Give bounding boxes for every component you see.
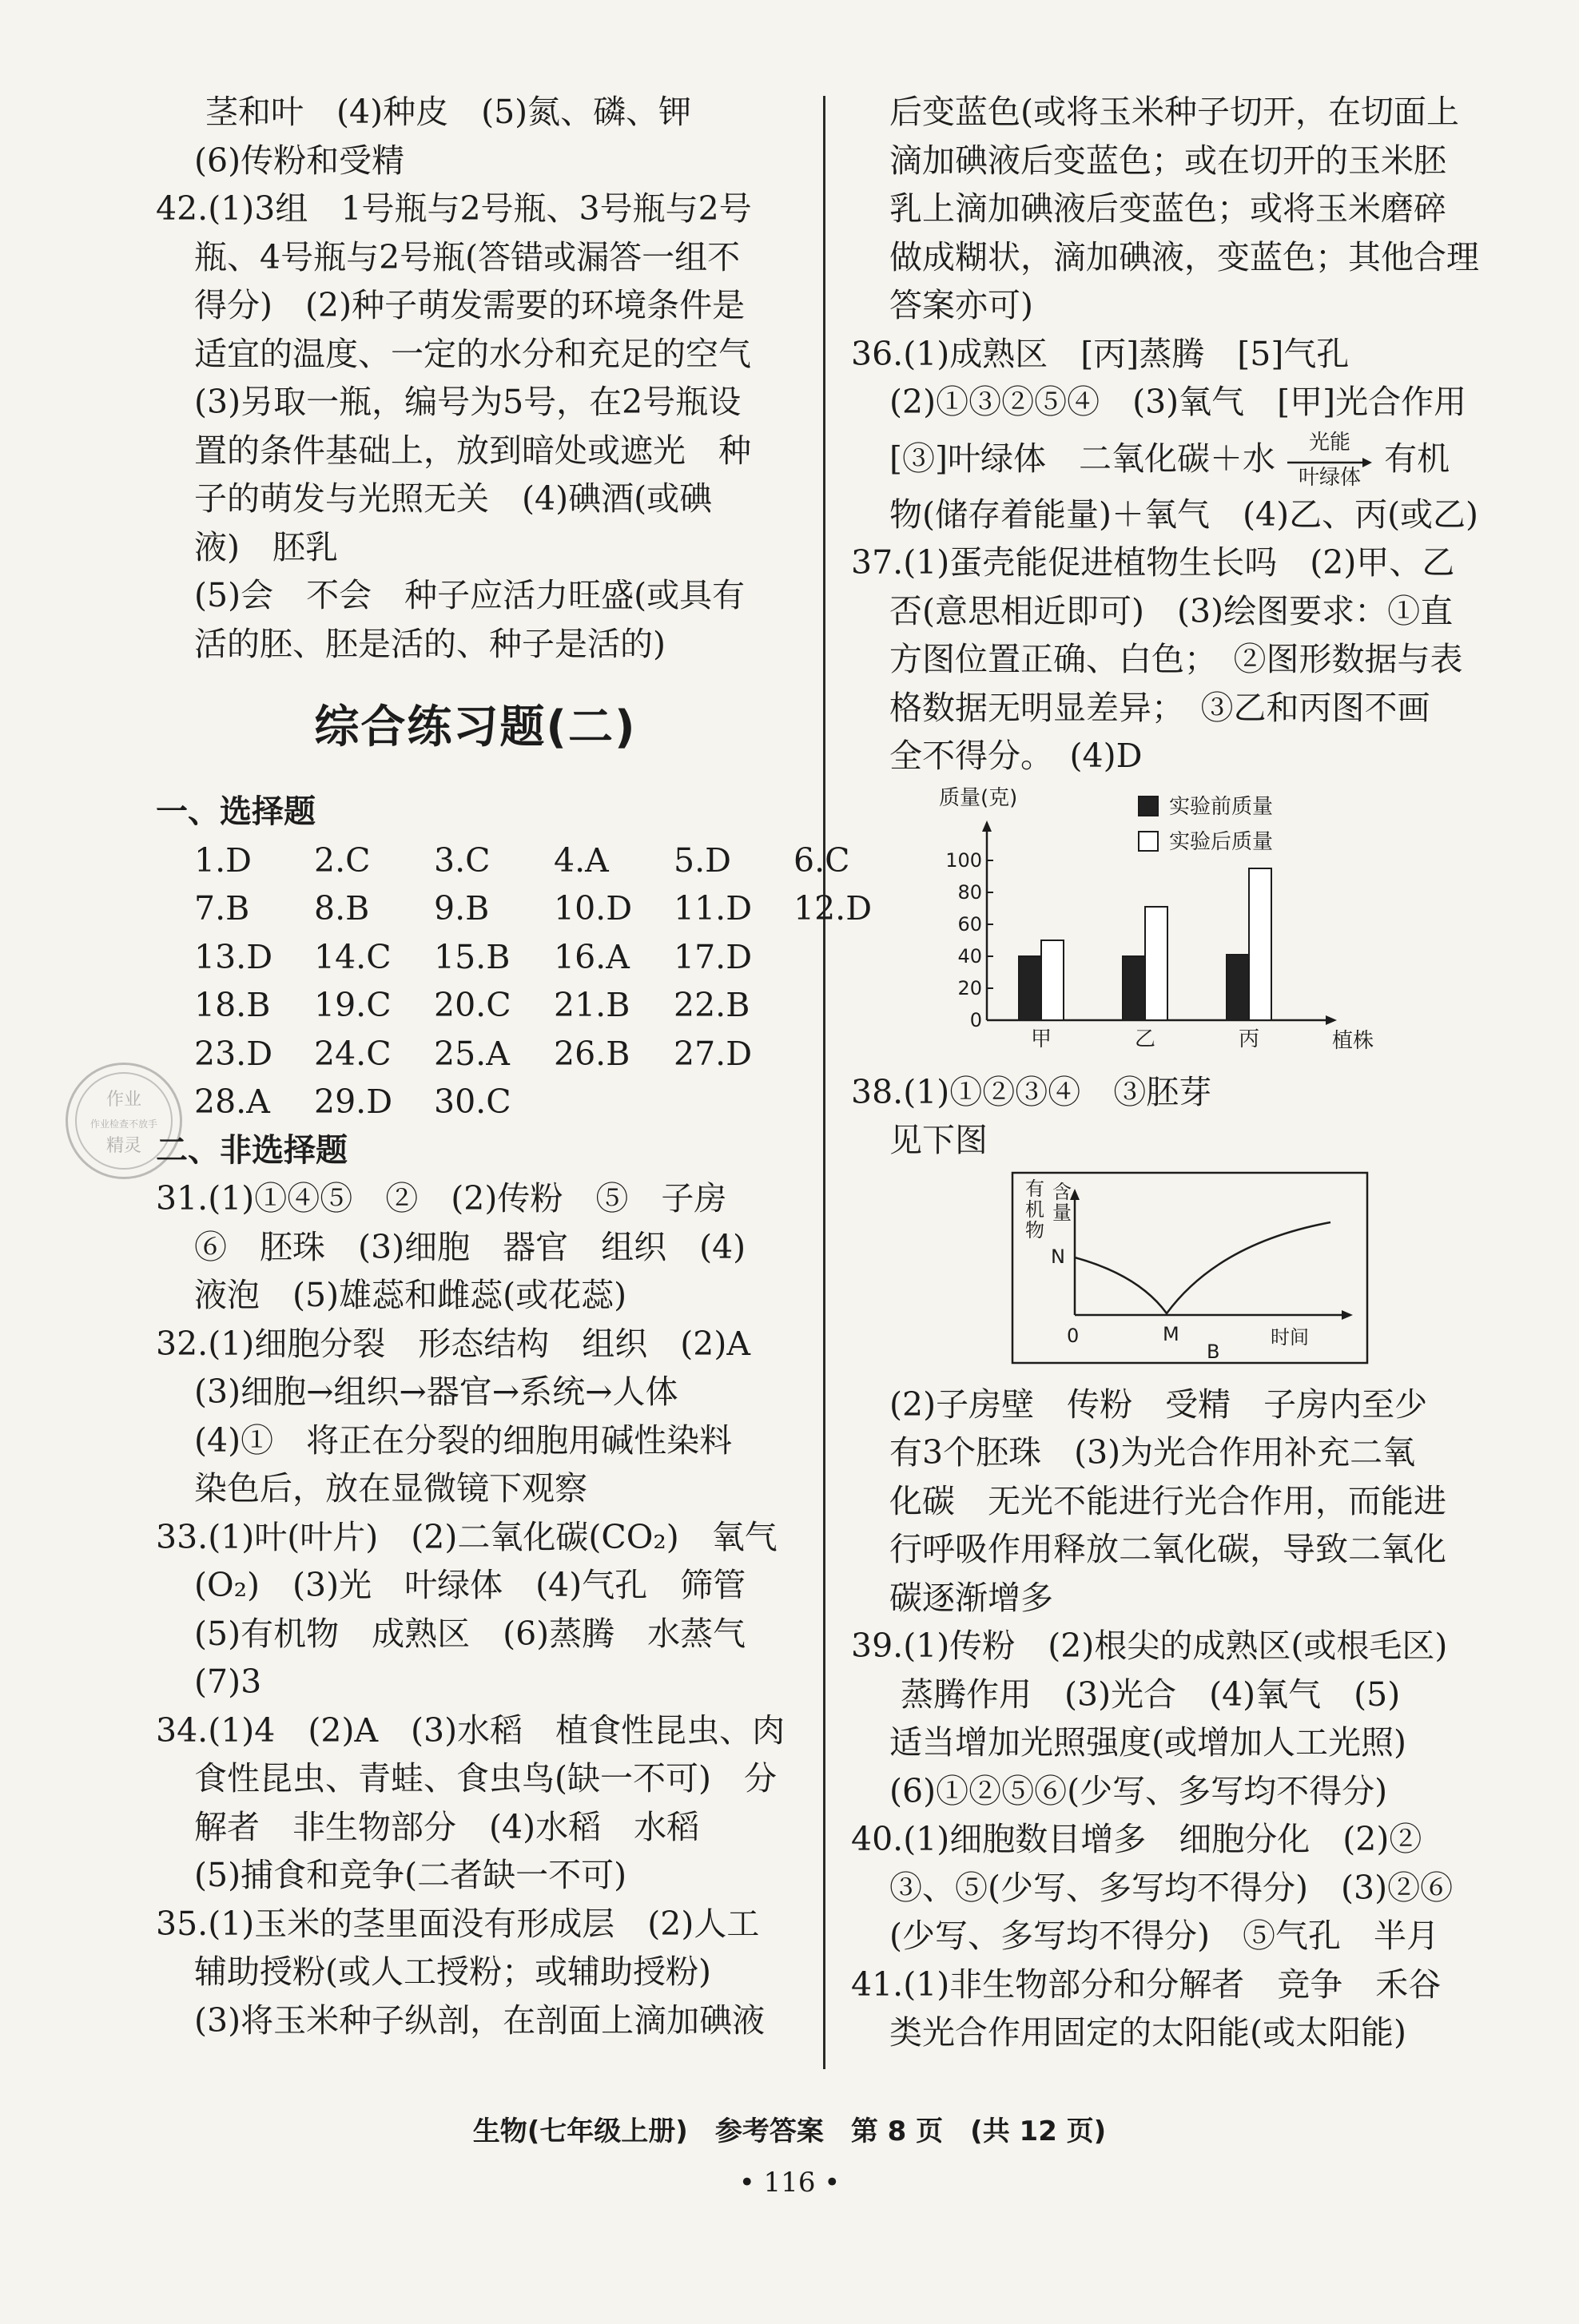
page-footer: 生物(七年级上册) 参考答案 第 8 页 (共 12 页)	[472, 2115, 1107, 2147]
answer-line: (少写、多写均不得分) ⑤气孔 半月	[889, 1917, 1439, 1955]
choice-answer: 28.A	[194, 1083, 270, 1121]
answer-line: 染色后，放在显微镜下观察	[194, 1469, 587, 1508]
answer-line: 全不得分。 (4)D	[889, 737, 1143, 775]
x-tick-label: 乙	[1134, 1027, 1156, 1051]
answer-line: 食性昆虫、青蛙、食虫鸟(缺一不可) 分	[194, 1759, 777, 1798]
page-number: • 116 •	[738, 2167, 841, 2199]
left-column	[156, 88, 873, 2044]
answer-line: (3)细胞→组织→器官→系统→人体	[194, 1373, 678, 1411]
answer-line: 有3个胚珠 (3)为光合作用补充二氧	[889, 1433, 1416, 1472]
x-tick-label: 丙	[1238, 1027, 1260, 1051]
choice-answer: 12.D	[793, 889, 873, 928]
y-axis-label-char: 含	[1052, 1180, 1072, 1203]
choice-answer: 7.B	[194, 889, 250, 928]
curve-chart	[1011, 1171, 1370, 1371]
answer-line: 否(意思相近即可) (3)绘图要求：①直	[889, 591, 1454, 630]
choice-answer: 29.D	[314, 1083, 393, 1121]
legend-swatch	[1139, 797, 1158, 816]
y-axis-arrow	[982, 820, 992, 832]
answer-line: 33.(1)叶(叶片) (2)二氧化碳(CO₂) 氧气	[156, 1517, 778, 1556]
answer-line: 适宜的温度、一定的水分和充足的空气	[194, 334, 751, 373]
answer-line: 液) 胚乳	[194, 527, 338, 566]
x-tick-label: 甲	[1030, 1027, 1052, 1051]
choice-answer: 15.B	[434, 937, 511, 976]
answer-line: (2)①③②⑤④ (3)氧气 [甲]光合作用	[889, 383, 1467, 421]
choice-answer: 21.B	[554, 986, 630, 1024]
bar	[1123, 956, 1145, 1020]
choice-answer: 9.B	[434, 889, 490, 928]
answer-line: 36.(1)成熟区 [丙]蒸腾 [5]气孔	[851, 334, 1350, 373]
choice-answer: 22.B	[674, 986, 750, 1024]
legend-label: 实验后质量	[1169, 829, 1274, 854]
answer-line: 子的萌发与光照无关 (4)碘酒(或碘	[194, 479, 713, 518]
curve-figure	[851, 1165, 1498, 1380]
y-tick-label: 40	[957, 944, 982, 967]
answer-line: 蒸腾作用 (3)光合 (4)氧气 (5)	[901, 1674, 1401, 1714]
answer-line: 适当增加光照强度(或增加人工光照)	[889, 1723, 1406, 1762]
answer-line: 瓶、4号瓶与2号瓶(答错或漏答一组不	[194, 237, 741, 276]
answer-line: 39.(1)传粉 (2)根尖的成熟区(或根毛区)	[851, 1627, 1448, 1665]
answer-line: 活的胚、胚是活的、种子是活的)	[194, 624, 666, 663]
answer-line: (O₂) (3)光 叶绿体 (4)气孔 筛管	[194, 1566, 746, 1604]
organic-matter-curve	[1075, 1222, 1330, 1313]
x-axis-label: 时间	[1271, 1325, 1309, 1349]
answer-line: (2)子房壁 传粉 受精 子房内至少	[889, 1384, 1428, 1424]
y-axis-label-char: 机	[1025, 1198, 1044, 1221]
answer-line: 化碳 无光不能进行光合作用，而能进	[889, 1481, 1446, 1520]
m-label: M	[1163, 1322, 1179, 1345]
answer-line: 物(储存着能量)＋氧气 (4)乙、丙(或乙)	[889, 495, 1479, 534]
arrow-bottom-label: 叶绿体	[1299, 466, 1362, 490]
choice-answer: 13.D	[194, 937, 273, 976]
answer-line: 滴加碘液后变蓝色；或在切开的玉米胚	[889, 141, 1446, 180]
answer-line: (3)将玉米种子纵剖，在剖面上滴加碘液	[194, 2000, 766, 2040]
y-axis-label-char: 物	[1025, 1218, 1044, 1241]
equation-suffix: 有机	[1384, 439, 1450, 478]
bar-chart-figure	[851, 781, 1498, 1068]
column-divider	[823, 96, 825, 2069]
choice-answer: 1.D	[194, 840, 252, 880]
answer-line: (6)①②⑤⑥(少写、多写均不得分)	[889, 1771, 1388, 1810]
answer-line: ③、⑤(少写、多写均不得分) (3)②⑥	[889, 1868, 1454, 1907]
choice-answer: 2.C	[314, 840, 371, 880]
bar	[1145, 907, 1167, 1020]
svg-text:作业: 作业	[105, 1090, 142, 1110]
answer-line: 做成糊状，滴加碘液，变蓝色；其他合理	[889, 237, 1479, 276]
answer-line: 32.(1)细胞分裂 形态结构 组织 (2)A	[156, 1324, 750, 1363]
n-label: N	[1051, 1245, 1065, 1268]
choice-row	[156, 836, 850, 885]
answer-line: 41.(1)非生物部分和分解者 竞争 禾谷	[851, 1964, 1442, 2004]
equation-prefix: [③]叶绿体 二氧化碳＋水	[889, 439, 1275, 478]
answer-line: 40.(1)细胞数目增多 细胞分化 (2)②	[851, 1820, 1422, 1858]
choice-answer: 23.D	[194, 1034, 273, 1073]
y-tick-label: 100	[945, 848, 982, 872]
answer-line: ⑥ 胚珠 (3)细胞 器官 组织 (4)	[194, 1227, 746, 1266]
choice-row	[156, 884, 873, 933]
answer-line: 42.(1)3组 1号瓶与2号瓶、3号瓶与2号	[156, 189, 752, 228]
b-label: B	[1207, 1340, 1220, 1363]
right-column	[851, 88, 1498, 2057]
answer-line: 方图位置正确、白色； ②图形数据与表	[889, 640, 1463, 678]
y-axis-label-char: 有	[1025, 1177, 1044, 1200]
answer-line: 31.(1)①④⑤ ② (2)传粉 ⑤ 子房	[156, 1179, 727, 1218]
answer-line: 置的条件基础上，放到暗处或遮光 种	[194, 431, 751, 470]
origin-label: 0	[1067, 1324, 1080, 1347]
y-tick-label: 80	[957, 880, 982, 904]
answer-line: 后变蓝色(或将玉米种子切开，在切面上	[889, 93, 1459, 131]
choice-answer: 19.C	[314, 986, 392, 1024]
answer-line: (4)① 将正在分裂的细胞用碱性染料	[194, 1420, 733, 1460]
answer-line: 乳上滴加碘液后变蓝色；或将玉米磨碎	[889, 189, 1446, 228]
y-axis-label: 质量(克)	[939, 785, 1018, 810]
choice-answer: 11.D	[674, 889, 753, 928]
section-title: 综合练习题(二)	[314, 701, 637, 753]
svg-text:作业检查不放手: 作业检查不放手	[89, 1118, 158, 1130]
choice-answer: 25.A	[434, 1034, 510, 1073]
choice-answer: 18.B	[194, 986, 271, 1024]
answer-line: 见下图	[889, 1121, 988, 1159]
answer-line: 34.(1)4 (2)A (3)水稻 植食性昆虫、肉	[156, 1710, 786, 1750]
answer-line: 碳逐渐增多	[889, 1578, 1053, 1617]
answer-line: 茎和叶 (4)种皮 (5)氮、磷、钾	[205, 93, 692, 131]
choice-answer: 4.A	[554, 840, 609, 880]
choice-answer: 20.C	[434, 986, 511, 1024]
choice-answer: 10.D	[554, 889, 633, 928]
x-axis-arrow	[1342, 1310, 1353, 1320]
legend-swatch	[1139, 832, 1158, 851]
y-tick-label: 60	[957, 912, 982, 936]
choice-answer: 16.A	[554, 937, 630, 976]
answer-line: (6)传粉和受精	[194, 141, 405, 180]
answer-line: (7)3	[194, 1663, 262, 1701]
choice-answer: 6.C	[793, 840, 850, 880]
choice-answer: 5.D	[674, 840, 731, 880]
answer-line: (5)有机物 成熟区 (6)蒸腾 水蒸气	[194, 1614, 746, 1653]
answer-line: 液泡 (5)雄蕊和雌蕊(或花蕊)	[194, 1276, 627, 1314]
choice-answer: 30.C	[434, 1083, 511, 1121]
answer-line: (3)另取一瓶，编号为5号，在2号瓶设	[194, 383, 742, 421]
choice-answers	[156, 836, 873, 1126]
bar	[1249, 868, 1271, 1020]
choice-row	[156, 933, 795, 982]
choice-row	[156, 1078, 795, 1126]
choice-row	[156, 1030, 795, 1079]
bar	[1019, 956, 1041, 1020]
answer-line: (5)会 不会 种子应活力旺盛(或具有	[194, 576, 746, 614]
answer-line: 辅助授粉(或人工授粉；或辅助授粉)	[194, 1953, 711, 1991]
y-axis-label-char: 量	[1052, 1201, 1072, 1224]
answer-line: 类光合作用固定的太阳能(或太阳能)	[889, 2013, 1406, 2052]
choice-answer: 14.C	[314, 937, 392, 976]
bar	[1041, 940, 1064, 1020]
choice-answer: 8.B	[314, 889, 370, 928]
choice-heading: 一、选择题	[156, 793, 316, 830]
choice-row	[156, 981, 795, 1030]
nonchoice-heading: 二、非选择题	[156, 1131, 348, 1169]
answer-line: 解者 非生物部分 (4)水稻 水稻	[194, 1807, 700, 1846]
x-axis-label: 植株	[1332, 1028, 1374, 1053]
answer-line: 答案亦可)	[889, 286, 1033, 324]
bar	[1227, 955, 1249, 1020]
answer-line: 得分) (2)种子萌发需要的环境条件是	[194, 286, 746, 324]
answer-line: 35.(1)玉米的茎里面没有形成层 (2)人工	[156, 1904, 760, 1943]
answer-line: (5)捕食和竞争(二者缺一不可)	[194, 1856, 627, 1894]
choice-answer: 24.C	[314, 1034, 392, 1073]
y-tick-label: 0	[969, 1008, 982, 1031]
choice-answer: 27.D	[674, 1034, 753, 1073]
answer-line: 37.(1)蛋壳能促进植物生长吗 (2)甲、乙	[851, 543, 1455, 582]
equation-line	[851, 427, 1498, 491]
legend-label: 实验前质量	[1169, 794, 1274, 819]
x-axis-arrow	[1326, 1015, 1337, 1025]
reaction-arrow	[1286, 431, 1374, 490]
answer-line: 行呼吸作用释放二氧化碳，导致二氧化	[889, 1530, 1446, 1568]
svg-text:精灵: 精灵	[105, 1136, 142, 1156]
bar-chart	[915, 781, 1374, 1068]
answer-line: 格数据无明显差异； ③乙和丙图不画	[889, 688, 1430, 727]
choice-answer: 3.C	[434, 840, 491, 880]
choice-answer: 26.B	[554, 1034, 630, 1073]
y-tick-label: 20	[957, 976, 982, 999]
answer-line: 38.(1)①②③④ ③胚芽	[851, 1072, 1212, 1111]
arrow-top-label: 光能	[1309, 431, 1351, 455]
choice-answer: 17.D	[674, 937, 753, 976]
